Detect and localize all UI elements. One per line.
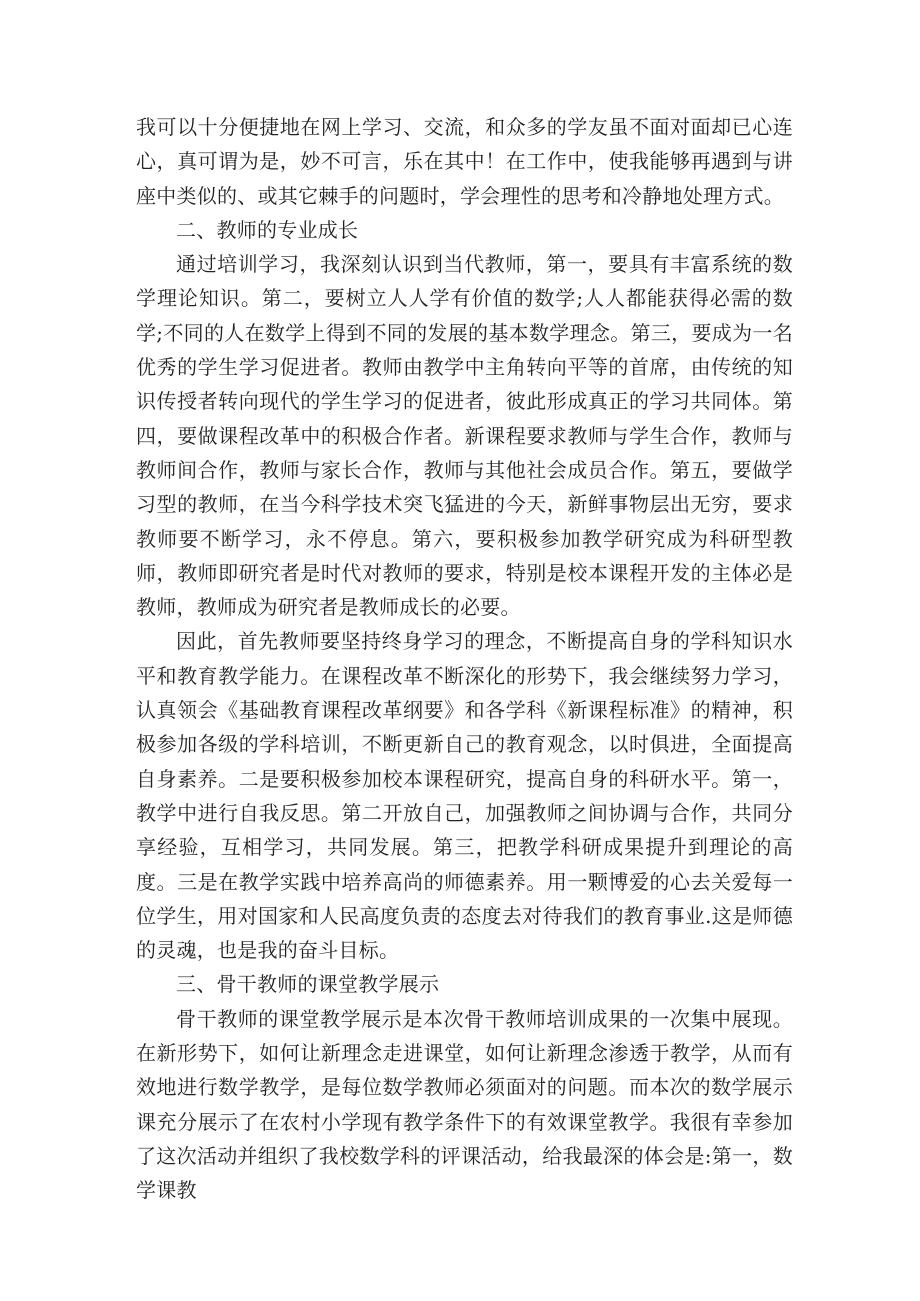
section-heading-professional-growth: 二、教师的专业成长	[176, 217, 359, 242]
document-body	[136, 110, 793, 1208]
paragraph-teacher-requirements: 通过培训学习，我深刻认识到当代教师，第一，要具有丰富系统的数学理论知识。第二，要树立人人学有价值的数学;人人都能获得必需的数学;不同的人在数学上得到不同的发展的基本数学理念。第三，要成为一名优秀的学生学习促进者。教师由教学中主角转向平等的首席，由传统的知识传授者转向现代的学生学习的促进者，彼此形成真正的学习共同体。第四，要做课程改革中的积极合作者。新课程要求教师与学生合作，教师与教师间合作，教师与家长合作，教师与其他社会成员合作。第五，要做学习型的教师，在当今科学技术突飞猛进的今天，新鲜事物层出无穷，要求教师要不断学习，永不停息。第六，要积极参加教学研究成为科研型教师，教师即研究者是时代对教师的要求，特别是校本课程开发的主体必是教师，教师成为研究者是教师成长的必要。	[136, 252, 793, 620]
paragraph-continuation: 我可以十分便捷地在网上学习、交流，和众多的学友虽不面对面却已心连心，真可谓为是，妙不可言，乐在其中！在工作中，使我能够再遇到与讲座中类似的、或其它棘手的问题时，学会理性的思考和冷静地处理方式。	[136, 115, 793, 208]
section-heading-classroom-demo: 三、骨干教师的课堂教学展示	[176, 972, 440, 997]
paragraph-lifelong-learning: 因此，首先教师要坚持终身学习的理念，不断提高自身的学科知识水平和教育教学能力。在课程改革不断深化的形势下，我会继续努力学习，认真领会《基础教育课程改革纲要》和各学科《新课程标准》的精神，积极参加各级的学科培训，不断更新自己的教育观念，以时俱进，全面提高自身素养。二是要积极参加校本课程研究，提高自身的科研水平。第一，教学中进行自我反思。第二开放自己，加强教师之间协调与合作，共同分享经验，互相学习，共同发展。第三，把教学科研成果提升到理论的高度。三是在教学实践中培养高尚的师德素养。用一颗博爱的心去关爱每一位学生，用对国家和人民高度负责的态度去对待我们的教育事业.这是师德的灵魂，也是我的奋斗目标。	[136, 629, 793, 963]
paragraph-classroom-demo: 骨干教师的课堂教学展示是本次骨干教师培训成果的一次集中展现。在新形势下，如何让新理念走进课堂，如何让新理念渗透于教学，从而有效地进行数学教学，是每位数学教师必须面对的问题。而本次的数学展示课充分展示了在农村小学现有教学条件下的有效课堂教学。我很有幸参加了这次活动并组织了我校数学科的评课活动，给我最深的体会是:第一，数学课教	[136, 1006, 793, 1203]
